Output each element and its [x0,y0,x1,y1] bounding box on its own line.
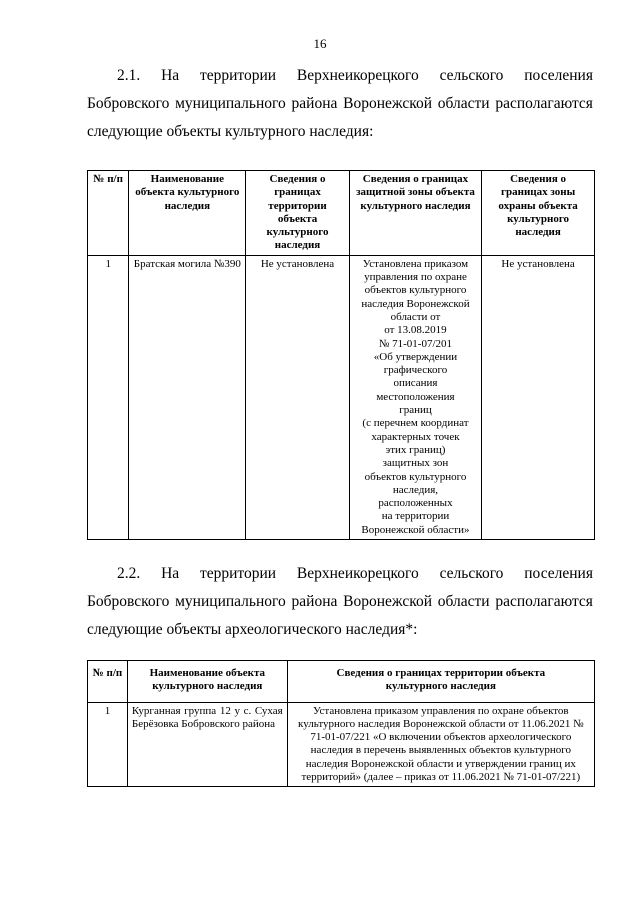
text-line: расположенных [378,497,453,510]
text-line: объектов культурного [364,470,467,483]
cultural-heritage-table [87,170,595,540]
text-line: объектов культурного [364,284,467,297]
word: района [291,95,338,112]
word: сельского [439,67,504,84]
word: следующие объекты археологического наследия*: [87,621,418,638]
header-territory: Сведения о границах территории объекта культурного наследия [287,661,594,703]
word: располагаются [495,95,593,112]
word: Верхнеикорецкого [296,67,419,84]
word: области [437,95,490,112]
word: района [291,593,338,610]
text-line: графического [383,364,448,377]
word: Бобровского [87,593,170,610]
section-2-1-paragraph [87,62,593,146]
word: муниципального [175,593,286,610]
archaeological-heritage-table [87,660,595,787]
text-line: этих границ) [385,443,446,456]
word: 2.1. [117,67,141,84]
table-row [88,702,595,787]
text-line: Установлена приказом [362,257,469,270]
header-name: Наименование объекта культурного наследия [127,661,287,703]
text-line: № 71-01-07/201 [378,337,453,350]
cell-protective-zone [349,255,481,539]
word: располагаются [495,593,593,610]
word: Воронежской [343,95,433,112]
word: Воронежской [343,593,433,610]
paragraph-line [117,62,593,90]
header-num: № п/п [88,171,129,256]
word: территории [199,67,277,84]
text-line: Воронежской области» [361,523,470,536]
paragraph-line [117,560,593,588]
text-line: наследия Воронежской [361,297,470,310]
cell-num: 1 [88,702,128,787]
header-territory: Сведения о границах территории объекта культурного наследия [246,171,349,256]
text-line: области от [390,310,441,323]
word: следующие объекты культурного наследия: [87,123,374,140]
cell-territory: Не установлена [246,255,349,539]
text-line: на территории [381,510,450,523]
header-guard-zone: Сведения о границах зоны охраны объекта культурного наследия [482,171,595,256]
text-line: местоположения [376,390,455,403]
text-line: «Об утверждении [373,350,458,363]
table-header-row [88,661,595,703]
text-line: наследия, [392,483,439,496]
text-line: характерных точек [371,430,460,443]
paragraph-line [87,118,593,146]
section-2-2-paragraph [87,560,593,644]
text-line: от 13.08.2019 [384,324,447,337]
paragraph-line [87,90,593,118]
paragraph-line [87,616,593,644]
page-number: 16 [313,36,327,51]
header-protective-zone: Сведения о границах защитной зоны объекта культурного наследия [349,171,481,256]
word: муниципального [175,95,286,112]
cell-territory: Установлена приказом управления по охране объектов культурного наследия Воронежской области от 11.06.2021 № 71-01-07/221 «О включении объектов археологического наследия в перечень выявленных объектов культурного наследия Воронежской области и утверждении границ их территорий» (далее – приказ от 11.06.2021 № 71-01-07/221) [287,702,594,787]
word: На [161,565,180,582]
word: области [437,593,490,610]
text-line: (с перечнем координат [362,417,469,430]
word: Бобровского [87,95,170,112]
text-line: защитных зон [382,457,449,470]
table-header-row [88,171,595,256]
cell-num: 1 [88,255,129,539]
word: На [161,67,180,84]
word: Верхнеикорецкого [296,565,419,582]
word: 2.2. [117,565,141,582]
word: поселения [524,67,593,84]
text-line: управления по охране [364,271,467,284]
word: сельского [439,565,504,582]
paragraph-line [87,588,593,616]
text-line: описания [393,377,438,390]
header-num: № п/п [88,661,128,703]
table-row [88,255,595,539]
word: поселения [524,565,593,582]
text-line: границ [399,404,432,417]
cell-guard-zone: Не установлена [482,255,595,539]
word: территории [199,565,277,582]
cell-name: Братская могила №390 [129,255,246,539]
header-name: Наименование объекта культурного наследия [129,171,246,256]
cell-name: Курганная группа 12 у с. Сухая Берёзовка Бобровского района [127,702,287,787]
